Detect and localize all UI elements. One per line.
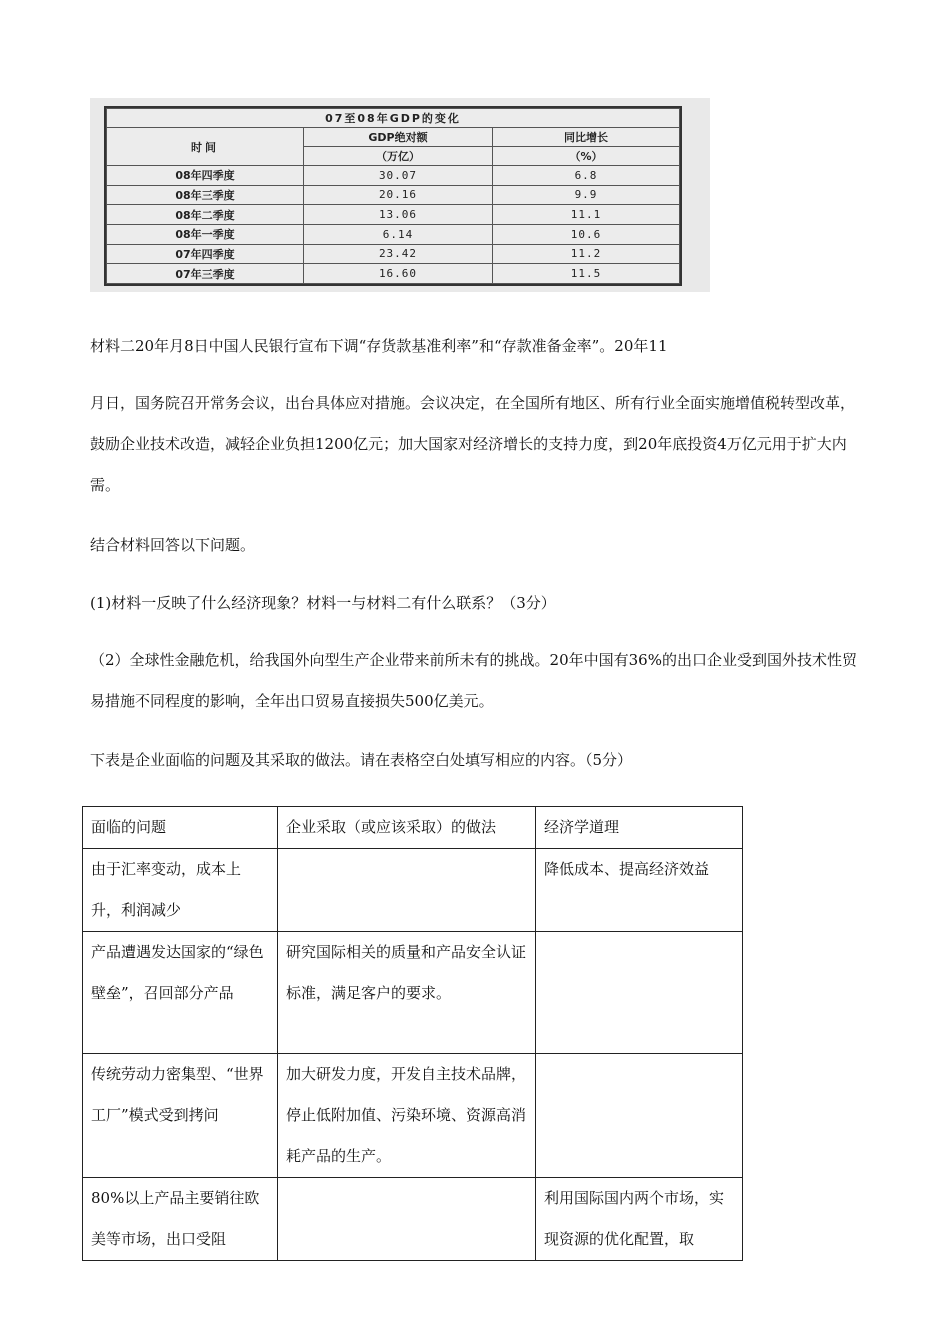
table-row xyxy=(83,1178,743,1261)
table-row xyxy=(83,932,743,1054)
cell-measure: 加大研发力度，开发自主技术品牌，停止低附加值、污染环境、资源高消耗产品的生产。 xyxy=(278,1054,536,1178)
gdp-row xyxy=(107,185,680,205)
gdp-row-growth: 10.6 xyxy=(493,224,680,244)
gdp-table-title: 07至08年GDP的变化 xyxy=(107,109,680,128)
question-1: (1)材料一反映了什么经济现象？材料一与材料二有什么联系？（3分） xyxy=(90,594,556,612)
cell-measure-blank[interactable] xyxy=(278,849,536,932)
gdp-row-period: 08年四季度 xyxy=(107,166,304,186)
gdp-row-period: 08年三季度 xyxy=(107,185,304,205)
material2-line1: 材料二20年月8日中国人民银行宣布下调“存货款基准利率”和“存款准备金率”。20年11 xyxy=(90,337,668,355)
instruction: 结合材料回答以下问题。 xyxy=(90,536,256,554)
gdp-row-growth: 6.8 xyxy=(493,166,680,186)
cell-problem: 80%以上产品主要销往欧美等市场，出口受阻 xyxy=(83,1178,278,1261)
answer-table-header xyxy=(83,807,743,849)
cell-principle-blank[interactable] xyxy=(536,1054,743,1178)
gdp-col-gdp-unit: （万亿） xyxy=(304,147,493,166)
gdp-row-growth: 11.5 xyxy=(493,264,680,284)
answer-table xyxy=(82,806,743,1261)
gdp-row-period: 08年二季度 xyxy=(107,205,304,225)
gdp-row-period: 07年三季度 xyxy=(107,264,304,284)
cell-measure-blank[interactable] xyxy=(278,1178,536,1261)
gdp-row-value: 30.07 xyxy=(304,166,493,186)
gdp-col-gdp: GDP绝对额 xyxy=(304,128,493,147)
gdp-table-frame xyxy=(104,106,682,286)
gdp-row-growth: 9.9 xyxy=(493,185,680,205)
cell-problem: 由于汇率变动，成本上升，利润减少 xyxy=(83,849,278,932)
gdp-row-value: 13.06 xyxy=(304,205,493,225)
table-row xyxy=(83,1054,743,1178)
header-measure: 企业采取（或应该采取）的做法 xyxy=(278,807,536,849)
gdp-col-growth-unit: （%） xyxy=(493,147,680,166)
cell-problem: 传统劳动力密集型、“世界工厂”模式受到拷问 xyxy=(83,1054,278,1178)
gdp-row-period: 08年一季度 xyxy=(107,224,304,244)
gdp-row-value: 16.60 xyxy=(304,264,493,284)
gdp-col-time: 时间 xyxy=(107,128,304,166)
gdp-row xyxy=(107,166,680,186)
question-2-table-intro: 下表是企业面临的问题及其采取的做法。请在表格空白处填写相应的内容。（5分） xyxy=(90,751,633,769)
gdp-row-value: 6.14 xyxy=(304,224,493,244)
gdp-row-value: 20.16 xyxy=(304,185,493,205)
cell-measure: 研究国际相关的质量和产品安全认证标准，满足客户的要求。 xyxy=(278,932,536,1054)
gdp-table xyxy=(106,108,680,284)
gdp-row-growth: 11.1 xyxy=(493,205,680,225)
header-principle: 经济学道理 xyxy=(536,807,743,849)
gdp-row-growth: 11.2 xyxy=(493,244,680,264)
cell-principle: 利用国际国内两个市场，实现资源的优化配置，取 xyxy=(536,1178,743,1261)
gdp-row xyxy=(107,244,680,264)
gdp-row xyxy=(107,224,680,244)
gdp-row xyxy=(107,264,680,284)
material2-body: 月日，国务院召开常务会议，出台具体应对措施。会议决定，在全国所有地区、所有行业全面实施增值税转型改革，鼓励企业技术改造，减轻企业负担1200亿元；加大国家对经济增长的支持力度，到20年底投资4万亿元用于扩大内需。 xyxy=(90,394,856,494)
gdp-row-period: 07年四季度 xyxy=(107,244,304,264)
question-2: （2）全球性金融危机，给我国外向型生产企业带来前所未有的挑战。20年中国有36%的出口企业受到国外技术性贸易措施不同程度的影响，全年出口贸易直接损失500亿美元。 xyxy=(90,651,857,710)
table-row xyxy=(83,849,743,932)
cell-problem: 产品遭遇发达国家的“绿色壁垒”，召回部分产品 xyxy=(83,932,278,1054)
cell-principle-blank[interactable] xyxy=(536,932,743,1054)
gdp-row xyxy=(107,205,680,225)
gdp-table-image xyxy=(90,98,710,292)
gdp-col-growth: 同比增长 xyxy=(493,128,680,147)
header-problem: 面临的问题 xyxy=(83,807,278,849)
cell-principle: 降低成本、提高经济效益 xyxy=(536,849,743,932)
gdp-row-value: 23.42 xyxy=(304,244,493,264)
